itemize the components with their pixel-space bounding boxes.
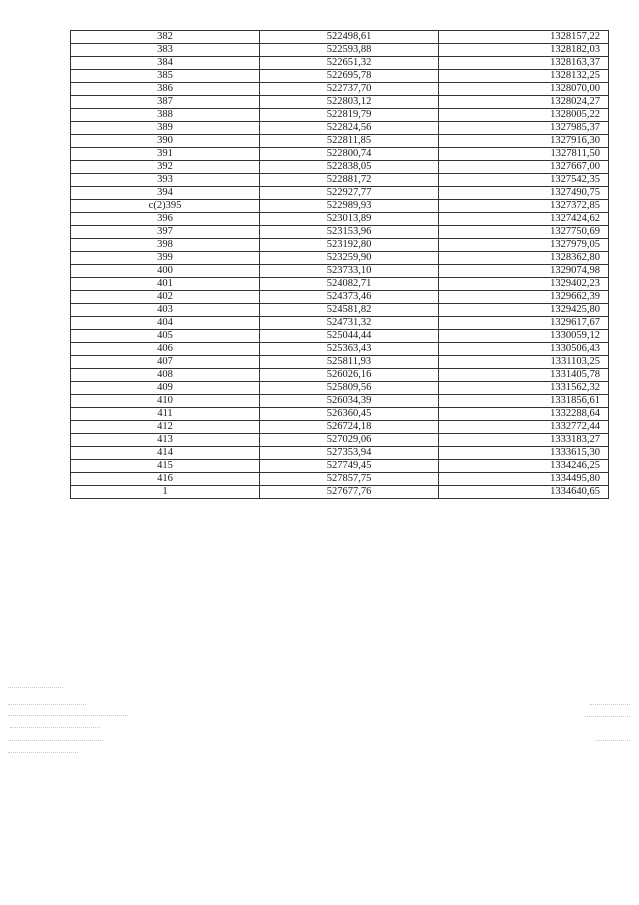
- x-coordinate-cell: 526724,18: [260, 421, 439, 434]
- x-coordinate-cell: 522881,72: [260, 174, 439, 187]
- y-coordinate-cell: 1327750,69: [439, 226, 609, 239]
- table-row: [71, 356, 609, 369]
- y-coordinate-cell: 1333615,30: [439, 447, 609, 460]
- table-row: [71, 187, 609, 200]
- y-coordinate-cell: 1331856,61: [439, 395, 609, 408]
- y-coordinate-cell: 1329074,98: [439, 265, 609, 278]
- x-coordinate-cell: 524082,71: [260, 278, 439, 291]
- x-coordinate-cell: 523733,10: [260, 265, 439, 278]
- table-row: [71, 460, 609, 473]
- table-row: [71, 421, 609, 434]
- x-coordinate-cell: 522651,32: [260, 57, 439, 70]
- point-number-cell: 392: [71, 161, 260, 174]
- x-coordinate-cell: 524731,32: [260, 317, 439, 330]
- point-number-cell: 384: [71, 57, 260, 70]
- table-row: [71, 382, 609, 395]
- coordinates-table-body: [71, 31, 609, 499]
- x-coordinate-cell: 525044,44: [260, 330, 439, 343]
- y-coordinate-cell: 1327667,00: [439, 161, 609, 174]
- point-number-cell: 414: [71, 447, 260, 460]
- point-number-cell: 410: [71, 395, 260, 408]
- table-row: [71, 278, 609, 291]
- point-number-cell: 415: [71, 460, 260, 473]
- x-coordinate-cell: 522989,93: [260, 200, 439, 213]
- point-number-cell: 407: [71, 356, 260, 369]
- table-row: [71, 57, 609, 70]
- x-coordinate-cell: 523192,80: [260, 239, 439, 252]
- x-coordinate-cell: 522927,77: [260, 187, 439, 200]
- point-number-cell: 403: [71, 304, 260, 317]
- y-coordinate-cell: 1328362,80: [439, 252, 609, 265]
- y-coordinate-cell: 1328132,25: [439, 70, 609, 83]
- point-number-cell: 406: [71, 343, 260, 356]
- table-row: [71, 434, 609, 447]
- table-row: [71, 304, 609, 317]
- point-number-cell: 1: [71, 486, 260, 499]
- table-row: [71, 70, 609, 83]
- table-row: [71, 447, 609, 460]
- point-number-cell: 391: [71, 148, 260, 161]
- table-row: [71, 330, 609, 343]
- point-number-cell: 396: [71, 213, 260, 226]
- x-coordinate-cell: 524373,46: [260, 291, 439, 304]
- y-coordinate-cell: 1328157,22: [439, 31, 609, 44]
- point-number-cell: 408: [71, 369, 260, 382]
- table-row: [71, 408, 609, 421]
- table-row: [71, 122, 609, 135]
- x-coordinate-cell: 522498,61: [260, 31, 439, 44]
- y-coordinate-cell: 1331405,78: [439, 369, 609, 382]
- table-row: [71, 96, 609, 109]
- table-row: [71, 161, 609, 174]
- y-coordinate-cell: 1328024,27: [439, 96, 609, 109]
- x-coordinate-cell: 523013,89: [260, 213, 439, 226]
- y-coordinate-cell: 1328163,37: [439, 57, 609, 70]
- x-coordinate-cell: 522695,78: [260, 70, 439, 83]
- table-row: [71, 239, 609, 252]
- table-row: [71, 109, 609, 122]
- point-number-cell: 399: [71, 252, 260, 265]
- coordinates-table: [70, 30, 609, 499]
- x-coordinate-cell: 526360,45: [260, 408, 439, 421]
- x-coordinate-cell: 522824,56: [260, 122, 439, 135]
- y-coordinate-cell: 1331562,32: [439, 382, 609, 395]
- point-number-cell: 416: [71, 473, 260, 486]
- y-coordinate-cell: 1334495,80: [439, 473, 609, 486]
- table-row: [71, 31, 609, 44]
- table-row: [71, 395, 609, 408]
- table-row: [71, 148, 609, 161]
- point-number-cell: 394: [71, 187, 260, 200]
- y-coordinate-cell: 1327811,50: [439, 148, 609, 161]
- point-number-cell: 400: [71, 265, 260, 278]
- x-coordinate-cell: 522800,74: [260, 148, 439, 161]
- y-coordinate-cell: 1329617,67: [439, 317, 609, 330]
- y-coordinate-cell: 1327916,30: [439, 135, 609, 148]
- point-number-cell: 385: [71, 70, 260, 83]
- table-row: [71, 226, 609, 239]
- table-row: [71, 252, 609, 265]
- y-coordinate-cell: 1327985,37: [439, 122, 609, 135]
- y-coordinate-cell: 1327979,05: [439, 239, 609, 252]
- table-row: [71, 265, 609, 278]
- y-coordinate-cell: 1329425,80: [439, 304, 609, 317]
- x-coordinate-cell: 525809,56: [260, 382, 439, 395]
- point-number-cell: 397: [71, 226, 260, 239]
- y-coordinate-cell: 1330506,43: [439, 343, 609, 356]
- y-coordinate-cell: 1334246,25: [439, 460, 609, 473]
- table-row: [71, 369, 609, 382]
- x-coordinate-cell: 525811,93: [260, 356, 439, 369]
- table-row: [71, 486, 609, 499]
- y-coordinate-cell: 1330059,12: [439, 330, 609, 343]
- table-row: [71, 135, 609, 148]
- point-number-cell: 383: [71, 44, 260, 57]
- table-row: [71, 174, 609, 187]
- x-coordinate-cell: 526026,16: [260, 369, 439, 382]
- table-row: [71, 213, 609, 226]
- x-coordinate-cell: 522737,70: [260, 83, 439, 96]
- scan-residue: [0, 660, 639, 800]
- point-number-cell: 382: [71, 31, 260, 44]
- x-coordinate-cell: 527677,76: [260, 486, 439, 499]
- y-coordinate-cell: 1328005,22: [439, 109, 609, 122]
- point-number-cell: c(2)395: [71, 200, 260, 213]
- table-row: [71, 83, 609, 96]
- y-coordinate-cell: 1327490,75: [439, 187, 609, 200]
- point-number-cell: 393: [71, 174, 260, 187]
- point-number-cell: 386: [71, 83, 260, 96]
- x-coordinate-cell: 527857,75: [260, 473, 439, 486]
- x-coordinate-cell: 527749,45: [260, 460, 439, 473]
- table-row: [71, 44, 609, 57]
- y-coordinate-cell: 1328070,00: [439, 83, 609, 96]
- y-coordinate-cell: 1332772,44: [439, 421, 609, 434]
- y-coordinate-cell: 1329662,39: [439, 291, 609, 304]
- y-coordinate-cell: 1331103,25: [439, 356, 609, 369]
- y-coordinate-cell: 1329402,23: [439, 278, 609, 291]
- x-coordinate-cell: 525363,43: [260, 343, 439, 356]
- point-number-cell: 389: [71, 122, 260, 135]
- point-number-cell: 398: [71, 239, 260, 252]
- x-coordinate-cell: 523153,96: [260, 226, 439, 239]
- point-number-cell: 413: [71, 434, 260, 447]
- point-number-cell: 409: [71, 382, 260, 395]
- table-row: [71, 473, 609, 486]
- y-coordinate-cell: 1328182,03: [439, 44, 609, 57]
- x-coordinate-cell: 523259,90: [260, 252, 439, 265]
- x-coordinate-cell: 522819,79: [260, 109, 439, 122]
- x-coordinate-cell: 522811,85: [260, 135, 439, 148]
- x-coordinate-cell: 526034,39: [260, 395, 439, 408]
- y-coordinate-cell: 1332288,64: [439, 408, 609, 421]
- point-number-cell: 405: [71, 330, 260, 343]
- x-coordinate-cell: 524581,82: [260, 304, 439, 317]
- point-number-cell: 411: [71, 408, 260, 421]
- table-row: [71, 343, 609, 356]
- point-number-cell: 412: [71, 421, 260, 434]
- point-number-cell: 388: [71, 109, 260, 122]
- point-number-cell: 401: [71, 278, 260, 291]
- x-coordinate-cell: 522593,88: [260, 44, 439, 57]
- x-coordinate-cell: 522838,05: [260, 161, 439, 174]
- y-coordinate-cell: 1327424,62: [439, 213, 609, 226]
- point-number-cell: 402: [71, 291, 260, 304]
- x-coordinate-cell: 522803,12: [260, 96, 439, 109]
- y-coordinate-cell: 1333183,27: [439, 434, 609, 447]
- x-coordinate-cell: 527353,94: [260, 447, 439, 460]
- table-row: [71, 200, 609, 213]
- table-row: [71, 291, 609, 304]
- table-row: [71, 317, 609, 330]
- point-number-cell: 387: [71, 96, 260, 109]
- point-number-cell: 404: [71, 317, 260, 330]
- x-coordinate-cell: 527029,06: [260, 434, 439, 447]
- y-coordinate-cell: 1327542,35: [439, 174, 609, 187]
- point-number-cell: 390: [71, 135, 260, 148]
- y-coordinate-cell: 1327372,85: [439, 200, 609, 213]
- y-coordinate-cell: 1334640,65: [439, 486, 609, 499]
